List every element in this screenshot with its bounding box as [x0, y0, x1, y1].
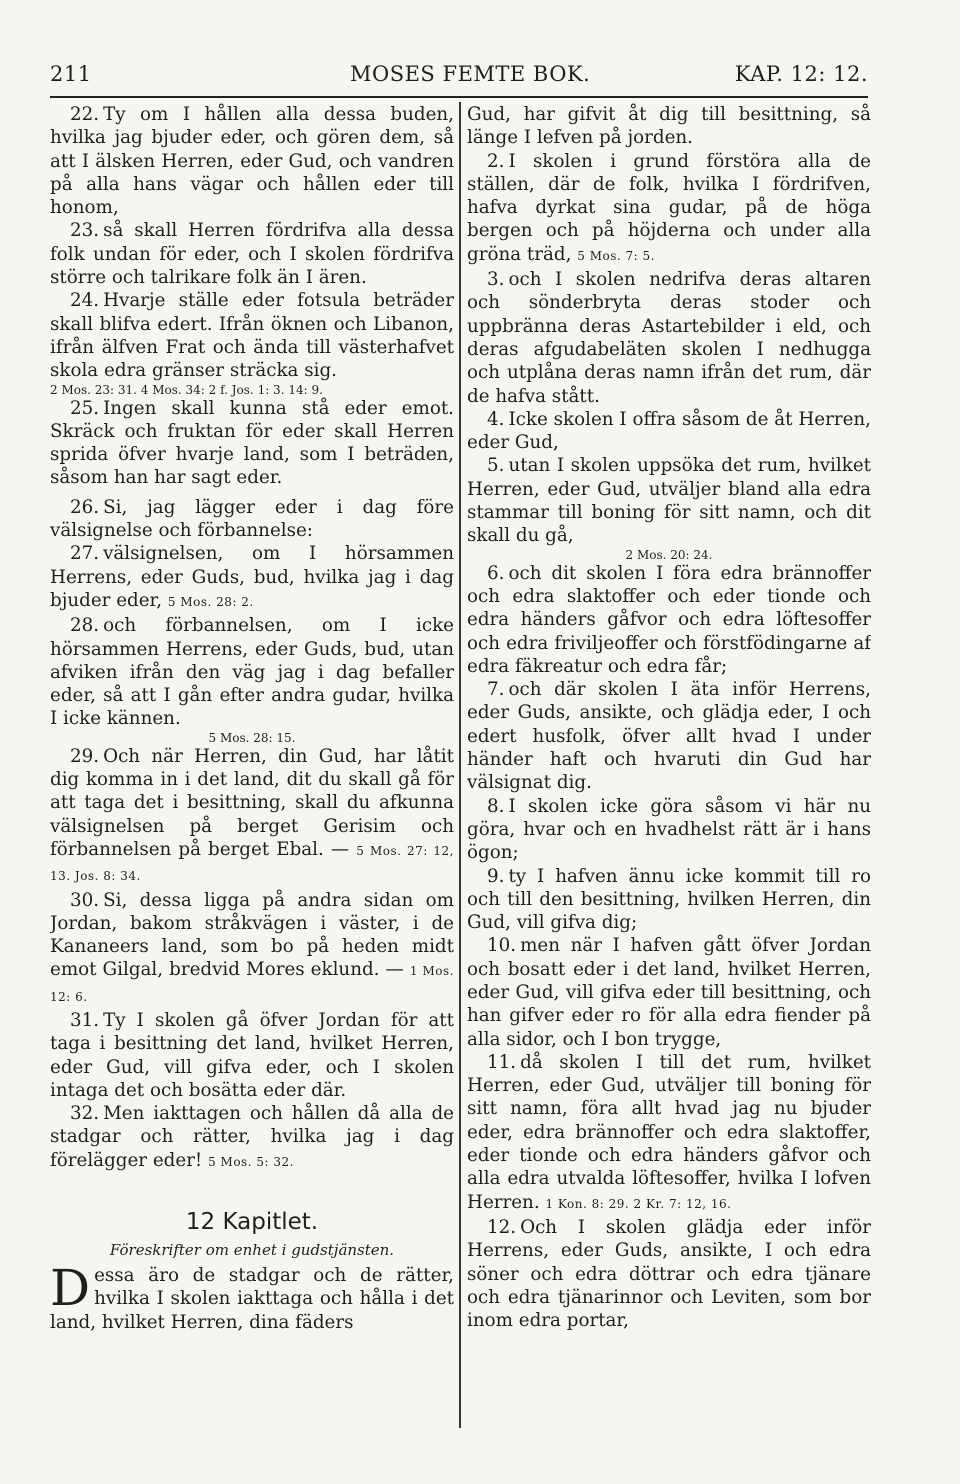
verse-29: 29. Och när Herren, din Gud, har låtit dig komma in i det land, dit du skall gå för att taga det i besittning, skall du afkunna välsignelsen på berget Gerisim och förbannelsen på berget Ebal. — 5 Mos. 27: 12, 13. Jos. 8: 34.	[50, 745, 454, 884]
cross-reference: 2 Mos. 23: 31. 4 Mos. 34: 2 f. Jos. 1: 3. 14: 9.	[50, 382, 323, 397]
cross-reference: 5 Mos. 28: 2.	[167, 594, 254, 609]
cross-reference: 5 Mos. 28: 15.	[208, 730, 296, 745]
verse-1-continued: Gud, har gifvit åt dig till besittning, så länge I lefven på jorden.	[467, 104, 871, 149]
verse-8: 8. I skolen icke göra såsom vi här nu göra, hvar och en hvadhelst rätt är i hans ögon;	[467, 795, 871, 864]
chapter-title: 12 Kapitlet.	[185, 1209, 319, 1236]
verse-4: 4. Icke skolen I offra såsom de åt Herren, eder Gud,	[467, 408, 871, 454]
column-divider	[459, 102, 461, 1428]
verse-22: 22. Ty om I hållen alla dessa buden, hvilka jag bjuder eder, och gören dem, så att I älsken Herren, eder Gud, och vandren på alla hans vägar och hållen eder till honom,	[50, 104, 454, 219]
cross-reference: 5 Mos. 27: 12, 13. Jos. 8: 34.	[50, 843, 454, 884]
drop-cap: D	[50, 1259, 91, 1318]
page-number: 211	[50, 62, 92, 86]
verse-1: Dessa äro de stadgar och de rätter, hvilka I skolen iakttaga och hålla i det land, hvilket Herren, dina fäders	[50, 1259, 454, 1333]
verse-28: 28. och förbannelsen, om I icke hörsammen Herrens, eder Guds, bud, utan afviken ifrån den väg jag i dag befaller eder, så att I gån efter andra gudar, hvilka I icke kännen.	[50, 615, 454, 730]
verse-27: 27. välsignelsen, om I hörsammen Herrens, eder Guds, bud, hvilka jag i dag bjuder eder, 5 Mos. 28: 2.	[50, 543, 454, 611]
cross-reference: 1 Kon. 8: 29. 2 Kr. 7: 12, 16.	[545, 1196, 732, 1211]
verse-10: 10. men när I hafven gått öfver Jordan och bosatt eder i det land, hvilket Herren, eder Gud, vill gifva eder till besittning, och han gifver eder ro för alla edra fiender på alla sidor, och I bon trygge,	[467, 935, 871, 1050]
chapter-reference: KAP. 12: 12.	[734, 62, 868, 86]
cross-reference: 1 Mos. 12: 6.	[50, 964, 454, 1004]
verse-23: 23. så skall Herren fördrifva alla dessa folk undan för eder, och I skolen fördrifva större och talrikare folk än I ären.	[50, 220, 454, 289]
verse-32: 32. Men iakttagen och hållen då alla de stadgar och rätter, hvilka jag i dag förelägger eder! 5 Mos. 5: 32.	[50, 1103, 454, 1171]
chapter-subtitle: Föreskrifter om enhet i gudstjänsten.	[109, 1241, 395, 1260]
book-title: MOSES FEMTE BOK.	[350, 62, 591, 86]
verse-31: 31. Ty I skolen gå öfver Jordan för att taga i besittning det land, hvilket Herren, eder Gud, vill gifva eder, och I skolen intaga det och bosätta eder där.	[50, 1009, 454, 1101]
verse-2: 2. I skolen i grund förstöra alla de ställen, där de folk, hvilka I fördrifven, hafva dyrkat sina gudar, på de höga bergen och på höjderna och under alla gröna träd, 5 Mos. 7: 5.	[467, 150, 871, 265]
verse-25: 25. Ingen skall kunna stå eder emot. Skräck och fruktan för eder skall Herren sprida öfver hvarje land, som I beträden, såsom han har sagt eder.	[50, 397, 454, 489]
verse-24: 24. Hvarje ställe eder fotsula beträder skall blifva edert. Ifrån öknen och Libanon, ifrån älfven Frat och ända till västerhafvet skola edra gränser sträcka sig.	[50, 290, 454, 382]
verse-30: 30. Si, dessa ligga på andra sidan om Jordan, bakom stråkvägen i väster, i de Kananeers land, som bo på heden midt emot Gilgal, bredvid Mores eklund. — 1 Mos. 12: 6.	[50, 889, 454, 1004]
verse-3: 3. och I skolen nedrifva deras altaren och sönderbryta deras stoder och uppbränna deras Astartebilder i eld, och deras afgudabeläten skolen I nedhugga och utplåna deras namn ifrån det rum, där de hafva stått.	[467, 269, 871, 407]
running-header	[50, 62, 868, 96]
verse-7: 7. och där skolen I äta inför Herrens, eder Guds, ansikte, och glädja eder, I och edert husfolk, öfver allt hvad I under händer haft och hvaruti din Gud har välsignat dig.	[467, 679, 871, 794]
verse-6: 6. och dit skolen I föra edra brännoffer och edra slaktoffer och eder tionde och edra händers gåfvor och edra löftesoffer och edra friviljeoffer och förstfödingarne af edra fäkreatur och edra får;	[467, 562, 871, 677]
cross-reference: 5 Mos. 5: 32.	[208, 1154, 294, 1169]
verse-9: 9. ty I hafven ännu icke kommit till ro och till den besittning, hvilken Herren, din Gud, vill gifva dig;	[467, 865, 871, 934]
verse-26: 26. Si, jag lägger eder i dag före välsignelse och förbannelse:	[50, 496, 454, 542]
cross-reference: 5 Mos. 7: 5.	[577, 248, 655, 263]
verse-12: 12. Och I skolen glädja eder inför Herrens, eder Guds, ansikte, I och edra söner och edra döttrar och edra tjänare och edra tjänarinnor och Leviten, som bor inom edra portar,	[467, 1216, 871, 1332]
cross-reference: 2 Mos. 20: 24.	[625, 547, 713, 562]
left-column	[50, 103, 454, 1433]
right-column	[467, 103, 871, 1433]
verse-11: 11. då skolen I till det rum, hvilket Herren, eder Gud, utväljer till boning för sitt namn, föra allt hvad jag nu bjuder eder, edra brännoffer och edra slaktoffer, eder tionde och edra händers gåfvor och alla edra utvalda löftesoffer, hvilka I lofven Herren. 1 Kon. 8: 29. 2 Kr. 7: 12, 16.	[467, 1051, 871, 1213]
header-rule	[50, 96, 868, 98]
verse-5: 5. utan I skolen uppsöka det rum, hvilket Herren, eder Gud, utväljer bland alla edra stammar till boning för sitt namn, och dit skall du gå,	[467, 455, 871, 547]
